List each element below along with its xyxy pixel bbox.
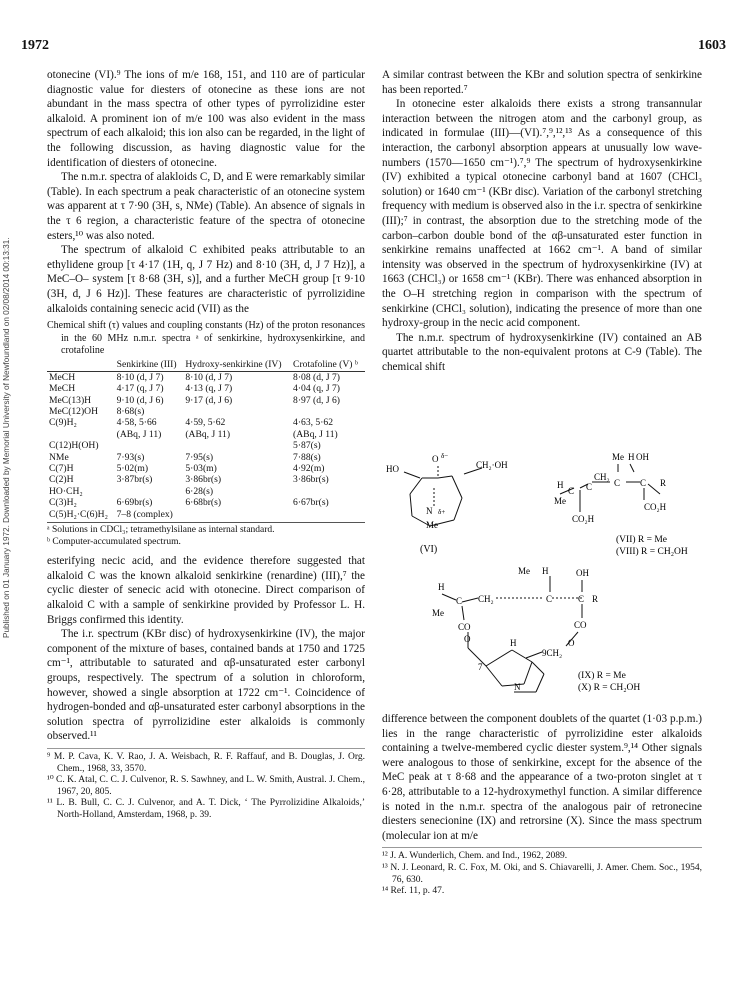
table-footnote-a: ᵃ Solutions in CDCl₃; tetramethylsilane as internal standard. (47, 522, 365, 537)
table-cell: 7·93(s) (116, 451, 145, 463)
ix-o: O (464, 634, 471, 644)
table-cell: 3·87br(s) (116, 474, 153, 486)
table-row-label: C(2)H (49, 474, 74, 486)
table-cell: 5·02(m) (116, 462, 149, 474)
right-paragraph-2: In otonecine ester alkaloids there exists a strong transannular interaction between the nitrogen atom and the carbonyl group, as indicated in formulae (III)—(VI).⁷,⁹,¹²,¹³ As a consequence of this interaction, the carbonyl absorption appears at unusually low wave-numbers (1570—1650 cm⁻¹).⁷,⁹ The spectrum of hydroxysenkirkine (IV) exhibited a typical otonecine carbonyl band at 1607 (CHCl₃ solution) or 1640 cm⁻¹ (KBr disc). Variation of the carbonyl stretching frequency with medium is observed also in the i.r. spectra of senkirkine (III);⁷ in contrast, the absorption due to the stretching mode of the carbon–carbon double bond of the αβ-unsaturated ester function in senkirkine remains unaffected at 1662 cm⁻¹. A band of similar intensity was observed in the spectrum of hydroxysenkirkine (IV) at 1663 (CHCl₃) or 1658 cm⁻¹ (KBr). There was enhanced absorption in the O–H stretching region in comparison with the spectrum of senkirkine (CHCl₃ solution), indicating the presence of more than one hydroxy-group in the necic acid component. (382, 98, 702, 330)
vii-r: R (660, 478, 667, 488)
table-header (47, 359, 115, 371)
left-column (47, 68, 365, 821)
x-label: (X) R = CH₂OH (578, 683, 641, 693)
reference: ¹² J. A. Wunderlich, Chem. and Ind., 1962, 2089. (382, 851, 568, 862)
table-cell: (ABq, J 11) (293, 428, 338, 440)
table-cell (291, 406, 365, 417)
table-cell: 8·10 (d, J 7) (185, 371, 233, 383)
left-references (47, 748, 365, 822)
table-cell (291, 486, 365, 497)
table-cell: (ABq, J 11) (185, 428, 231, 440)
ix-me-left: Me (432, 608, 444, 618)
vii-me-left: Me (554, 496, 566, 506)
table-row-label: C(12)H(OH) (49, 440, 99, 452)
table-header: Hydroxy-senkirkine (IV) (183, 359, 291, 371)
page-year: 1972 (21, 38, 49, 53)
table-row (47, 486, 365, 497)
vi-ho: HO (386, 464, 399, 474)
vii-me: Me (612, 452, 624, 462)
table-cell: 4·04 (q, J 7) (293, 383, 340, 395)
right-references (382, 847, 702, 897)
table-row-label: C(9)H₂ (49, 417, 77, 429)
table-cell: 5·03(m) (185, 462, 217, 474)
ix-co-right: CO (574, 620, 587, 630)
table-cell: 5·87(s) (293, 440, 321, 452)
table-row-label: MeCH (49, 371, 76, 383)
table-cell: 4·59, 5·62 (185, 417, 226, 429)
table-row (47, 371, 365, 383)
viii-label: (VIII) R = CH₂OH (616, 547, 688, 557)
table-row (47, 497, 365, 508)
ix-c: C (456, 596, 463, 606)
right-column-bottom (382, 712, 702, 898)
vii-label: (VII) R = Me (616, 535, 667, 545)
table-cell: 4·92(m) (293, 462, 325, 474)
table-row-label: NMe (49, 451, 69, 463)
reference: ¹³ N. J. Leonard, R. C. Fox, M. Oki, and S. Chiavarelli, J. Amer. Chem. Soc., 1954, 76, 630. (382, 862, 702, 885)
ix-h2: H (438, 582, 445, 592)
table-row (47, 463, 365, 474)
left-paragraph-1: otonecine (VI).⁹ The ions of m/e 168, 151, and 110 are of particular diagnostic value for diesters of otonecine as these ions are not abundant in the mass spectra of other types of pyrrolizidine ester alkaloid. A prominent ion of m/e 100 was also evident in the mass spectrum of each alkaloid; this ion also can be regarded, in the light of the following discussion, as having diagnostic value for the identification of diesters of otonecine. (47, 69, 365, 169)
ix-co: CO (458, 622, 471, 632)
table-row (47, 406, 365, 417)
table-row (47, 383, 365, 394)
vi-n: N (426, 506, 433, 516)
table-row (47, 429, 365, 440)
vii-h: H (628, 452, 635, 462)
ix-ch2: CH₂ (478, 594, 494, 604)
vii-h2: H (557, 480, 564, 490)
nmr-table (47, 359, 365, 520)
left-paragraph-5: The i.r. spectrum (KBr disc) of hydroxysenkirkine (IV), the major component of the mixture of bases, contained bands at 1750 and 1725 cm⁻¹, attributable to saturated and αβ-unsaturated ester carbonyl groups, respectively. The spectrum of a solution in chloroform, however, showed a single absorption at 1722 cm⁻¹. Coincidence of hydrogen-bonded and αβ-unsaturated ester carbonyl absorptions in the solution spectra of pyrrolizidine ester alkaloids is commonly observed.¹¹ (47, 628, 365, 743)
ix-7: 7 (478, 662, 483, 672)
vi-ch2oh: CH₂·OH (476, 460, 508, 470)
table-row (47, 509, 365, 520)
table-cell: 4·17 (q, J 7) (116, 383, 164, 395)
table-row-label: C(3)H₂ (49, 497, 77, 509)
reference: ¹¹ L. B. Bull, C. C. J. Culvenor, and A. T. Dick, ‘ The Pyrrolizidine Alkaloids,’ North-Holland, Amsterdam, 1968, p. 39. (47, 798, 365, 820)
ix-n: N (514, 682, 521, 692)
vii-c2: C (640, 478, 647, 488)
ix-h3: H (510, 638, 517, 648)
left-paragraph-3: The spectrum of alkaloid C exhibited peaks attributable to an ethylidene group [τ 4·17 (1H, q, J 7 Hz) and 8·10 (3H, d, J 7 Hz)], a MeC–O– system [τ 8·68 (3H, s)], and a further MeCH group [τ 9·10 (3H, d, J 6 Hz)]. These features are characteristic of pyrrolizidine alkaloids containing senecic acid (VII) as the (47, 244, 365, 315)
ix-c3: C (578, 594, 585, 604)
vii-ch2: CH₂ (594, 472, 610, 482)
table-header: Crotafoline (V) ᵇ (291, 359, 365, 371)
table-row (47, 474, 365, 485)
table-cell: 9·17 (d, J 6) (185, 394, 233, 406)
ix-label: (IX) R = Me (578, 671, 626, 681)
ix-c2: C (546, 594, 553, 604)
vi-label: (VI) (420, 544, 438, 555)
table-row-label: MeC(13)H (49, 394, 92, 406)
vii-c4: C (586, 482, 593, 492)
table-row-label: C(7)H (49, 462, 74, 474)
reference: ⁹ M. P. Cava, K. V. Rao, J. A. Weisbach, R. F. Raffauf, and B. Douglas, J. Org. Chem., 1968, 33, 3570. (47, 751, 365, 774)
vi-me: Me (426, 520, 438, 530)
table-cell (183, 440, 291, 451)
ix-oh: OH (576, 568, 589, 578)
table-cell: 6·28(s) (185, 485, 214, 497)
ix-9ch2: 9CH₂ (542, 648, 563, 658)
vi-o: O (432, 454, 439, 464)
table-row-label: HO·CH₂ (49, 485, 83, 497)
left-paragraph-4: esterifying necic acid, and the evidence therefore suggested that alkaloid C was the known alkaloid senkirkine (renardine) (III),⁷ the cyclic diester of senecic acid with otonecine. Direct comparison of alkaloid C with a sample of senkirkine provided by Professor L. H. Briggs confirmed this identity. (47, 555, 365, 626)
chemical-structures (382, 448, 712, 708)
reference: ¹⁰ C. K. Atal, C. C. J. Culvenor, R. S. Sawhney, and L. W. Smith, Austral. J. Chem., 1967, 20, 805. (47, 775, 365, 797)
table-cell: 7·95(s) (185, 451, 214, 463)
right-paragraph-3: The n.m.r. spectrum of hydroxysenkirkine (IV) contained an AB quartet attributable to the non-equivalent protons at C-9 (Table). The chemical shift (382, 331, 702, 373)
table-cell: 6·67br(s) (293, 497, 329, 509)
page-number: 1603 (698, 38, 726, 53)
table-cell (183, 406, 291, 417)
table-cell: 8·08 (d, J 7) (293, 371, 340, 383)
table-row (47, 417, 365, 428)
table-cell (115, 440, 184, 451)
table-row (47, 452, 365, 463)
table-cell (115, 486, 184, 497)
table-row (47, 395, 365, 406)
left-paragraph-2: The n.m.r. spectra of alakloids C, D, and E were remarkably similar (Table). In each spectrum a peak characteristic of an otonecine system was apparent at τ 7·90 (3H, s, NMe) (Table). An absence of signals in the τ 6 region, a characteristic feature of the spectra of otonecine esters,¹⁰ was also noted. (47, 171, 365, 242)
vii-co2h: CO₂H (572, 514, 595, 524)
table-cell: 4·58, 5·66 (116, 417, 157, 429)
right-column-top (382, 68, 702, 374)
ix-h: H (542, 566, 549, 576)
table-header: Senkirkine (III) (115, 359, 184, 371)
table-cell: (ABq, J 11) (116, 428, 162, 440)
table-footnote-b: ᵇ Computer-accumulated spectrum. (47, 536, 181, 547)
right-paragraph-1: A similar contrast between the KBr and solution spectra of senkirkine has been reported.⁷ (382, 69, 702, 96)
vi-delta-plus: δ+ (438, 508, 446, 516)
table-row-label (47, 429, 115, 440)
table-row-label: MeC(12)OH (49, 405, 99, 417)
vii-co2h-right: CO₂H (644, 502, 667, 512)
structure-ix (442, 576, 585, 692)
vi-delta-minus: δ− (441, 452, 449, 460)
download-notice-text: Published on 01 January 1972. Downloaded by Memorial University of Newfoundland on 02/08/2014 00:13:31. (2, 237, 11, 638)
structure-vi (404, 466, 482, 526)
table-cell: 3·86br(s) (185, 474, 222, 486)
vii-c1: C (614, 478, 621, 488)
table-row-label: MeCH (49, 383, 76, 395)
table-cell: 8·10 (d, J 7) (116, 371, 164, 383)
vii-c3: C (568, 486, 575, 496)
reference: ¹⁴ Ref. 11, p. 47. (382, 886, 445, 897)
table-cell: 9·10 (d, J 6) (116, 394, 164, 406)
table-cell: 4·63, 5·62 (293, 417, 334, 429)
table-cell: 3·86br(s) (293, 474, 329, 486)
table-cell: 6·68br(s) (185, 497, 222, 509)
right-paragraph-4: difference between the component doublets of the quartet (1·03 p.p.m.) lies in the range characteristic of pyrrolizidine ester alkaloids containing a twelve-membered cyclic diester system.⁹,¹⁴ Other signals were analogous to those of senkirkine, except for the absence of the MeC peak at τ 8·68 and the appearance of a two-proton singlet at τ 6·28, attributable to a 12-hydroxymethyl function. A similar difference is noted in the n.m.r. spectra of the analogous pair of retronecine diesters senecionine (IX) and retrorsine (X). Since the mass spectrum (molecular ion at m/e (382, 713, 702, 842)
ix-r: R (592, 594, 599, 604)
table-caption: Chemical shift (τ) values and coupling constants (Hz) of the proton resonances in the 60 MHz n.m.r. spectra ᵃ of senkirkine, hydroxysenkirkine, and crotafoline (47, 320, 365, 356)
table-cell: 7·88(s) (293, 451, 321, 463)
vii-oh: OH (636, 452, 649, 462)
table-cell: 8·97 (d, J 6) (293, 394, 340, 406)
download-notice (2, 118, 18, 638)
table-row (47, 440, 365, 451)
ix-o-right: O (568, 638, 575, 648)
table-row-label: C(5)H₂·C(6)H₂ (49, 508, 108, 520)
table-cell: 6·69br(s) (116, 497, 153, 509)
table-cell: 8·68(s) (116, 405, 145, 417)
table-cell: 7–8 (complex) (116, 508, 173, 520)
ix-me: Me (518, 566, 530, 576)
table-cell: 4·13 (q, J 7) (185, 383, 233, 395)
